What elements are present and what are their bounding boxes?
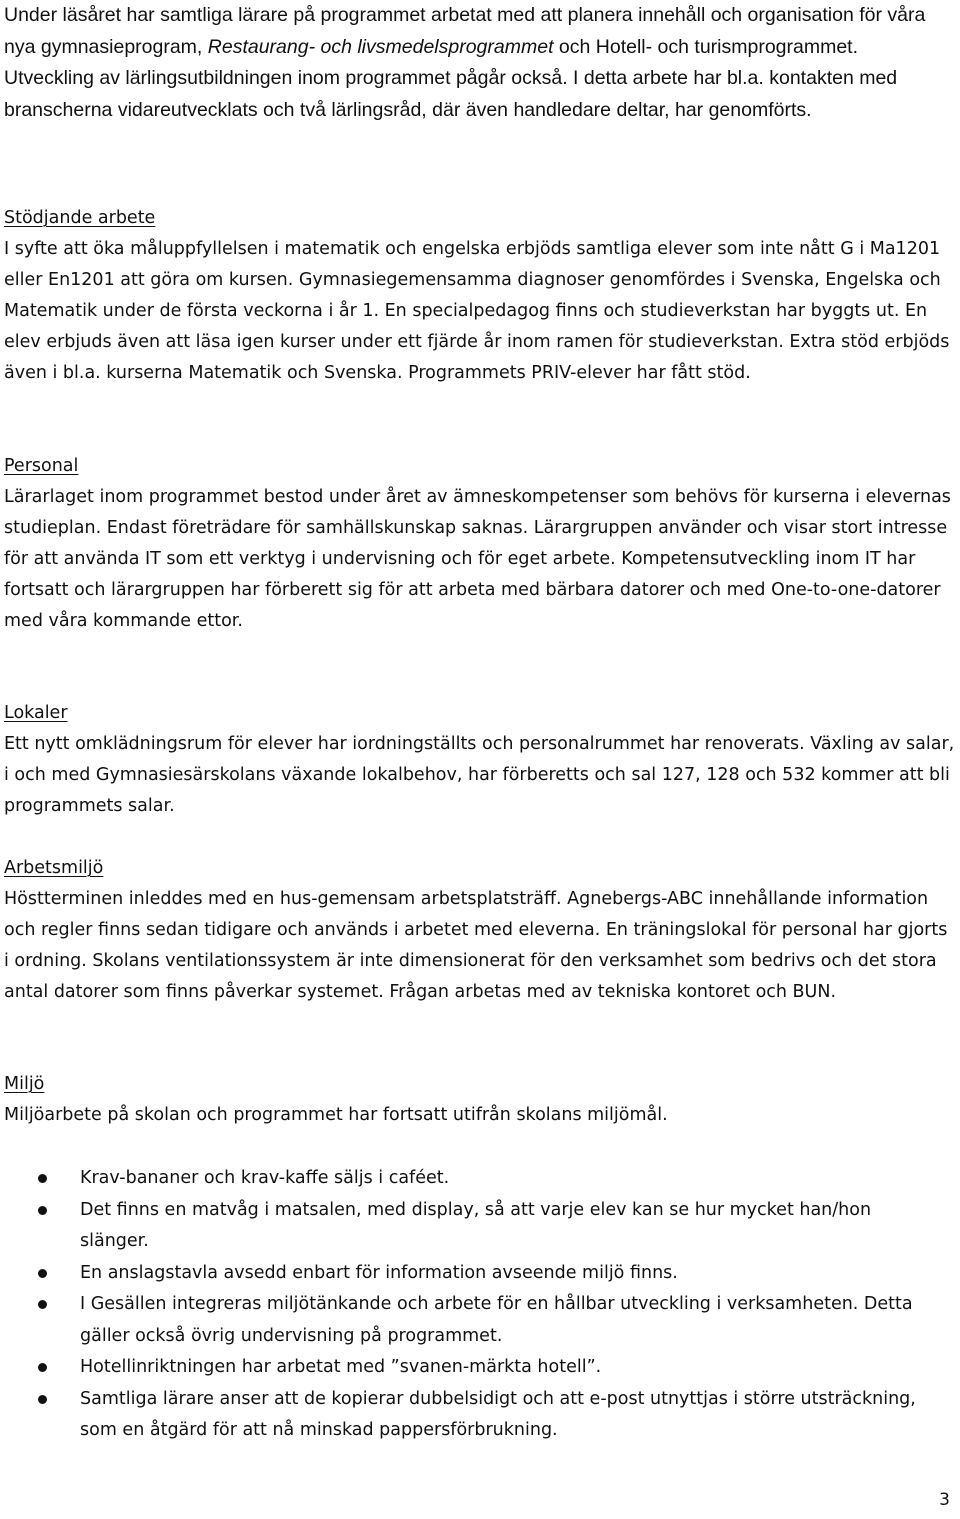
section-lokaler [4, 698, 956, 822]
section-heading: Arbetsmiljö [4, 858, 104, 878]
list-item-text: En anslagstavla avsedd enbart för information avseende miljö finns. [80, 1262, 678, 1283]
section-heading: Personal [4, 456, 79, 476]
section-paragraph: Lärarlaget inom programmet bestod under året av ämneskompetenser som behövs för kurserna i elevernas studieplan. Endast företrädare för samhällskunskap saknas. Lärargruppen använder och visar stort intresse för att använda IT som ett verktyg i undervisning och för eget arbete. Kompetensutveckling inom IT har fortsatt och lärargruppen har förberett sig för att arbeta med bärbara datorer och med One-to-one-datorer med våra kommande ettor. [4, 487, 951, 631]
section-heading: Miljö [4, 1074, 45, 1094]
bullet-dot-icon [38, 1300, 47, 1309]
list-item [0, 1384, 960, 1447]
list-item [0, 1258, 960, 1290]
environment-bullet-list [0, 1163, 960, 1447]
section-personal [4, 451, 956, 637]
section-heading: Lokaler [4, 703, 68, 723]
intro-text-start: Under läsåret har samtliga lärare på programmet arbetat med att planera innehåll och organisation för våra nya gymnasieprogram, [4, 4, 926, 58]
list-item-text: Hotellinriktningen har arbetat med ”svanen-märkta hotell”. [80, 1357, 602, 1377]
list-item-text: Det finns en matvåg i matsalen, med display, så att varje elev kan se hur mycket han/hon slänger. [80, 1199, 872, 1251]
bullet-dot-icon [38, 1269, 47, 1278]
bullet-dot-icon [38, 1206, 47, 1215]
list-item-text: I Gesällen integreras miljötänkande och arbete för en hållbar utveckling i verksamheten. Detta gäller också övrig undervisning på programmet. [80, 1294, 913, 1346]
list-item [0, 1163, 960, 1195]
intro-paragraph [4, 0, 944, 126]
section-miljo [4, 1069, 956, 1131]
page-number: 3 [939, 1490, 950, 1510]
section-paragraph: I syfte att öka måluppfyllelsen i matematik och engelska erbjöds samtliga elever som inte nått G i Ma1201 eller En1201 att göra om kursen. Gymnasiegemensamma diagnoser genomfördes i Svenska, Engelska och Matematik under de första veckorna i år 1. En specialpedagog finns och studieverkstan har byggts ut. En elev erbjuds även att läsa igen kurser under ett fjärde år inom ramen för studieverkstan. Extra stöd erbjöds även i bl.a. kurserna Matematik och Svenska. Programmets PRIV-elever har fått stöd. [4, 239, 950, 383]
list-item [0, 1289, 960, 1352]
list-item-text: Krav-bananer och krav-kaffe säljs i caféet. [80, 1168, 450, 1188]
section-stodjande-arbete [4, 203, 956, 389]
list-item-text: Samtliga lärare anser att de kopierar dubbelsidigt och att e-post utnyttjas i större utsträckning, som en åtgärd för att nå minskad pappersförbrukning. [80, 1388, 916, 1440]
section-heading: Stödjande arbete [4, 208, 156, 228]
list-item [0, 1195, 960, 1258]
section-paragraph: Miljöarbete på skolan och programmet har fortsatt utifrån skolans miljömål. [4, 1105, 668, 1125]
bullet-dot-icon [38, 1174, 47, 1183]
section-paragraph: Ett nytt omklädningsrum för elever har iordningställts och personalrummet har renoverats. Växling av salar, i och med Gymnasiesärskolans växande lokalbehov, har förberetts och sal 127, 128 och 532 kommer att bli programmets salar. [4, 734, 955, 816]
bullet-dot-icon [38, 1395, 47, 1404]
section-arbetsmiljo [4, 853, 956, 1008]
section-paragraph: Höstterminen inleddes med en hus-gemensam arbetsplatsträff. Agnebergs-ABC innehållande information och regler finns sedan tidigare och används i arbetet med eleverna. En träningslokal för personal har gjorts i ordning. Skolans ventilationssystem är inte dimensionerat för den verksamhet som bedrivs och det stora antal datorer som finns påverkar systemet. Frågan arbetas med av tekniska kontoret och BUN. [4, 889, 948, 1002]
list-item [0, 1352, 960, 1384]
intro-program-name: Restaurang- och livsmedelsprogrammet [207, 35, 554, 58]
bullet-dot-icon [38, 1363, 47, 1372]
intro-text-end: och Hotell- och turismprogrammet. Utveckling av lärlingsutbildningen inom programmet pågår också. I detta arbete har bl.a. kontakten med branscherna vidareutvecklats och två lärlingsråd, där även handledare deltar, har genomförts. [4, 35, 898, 121]
